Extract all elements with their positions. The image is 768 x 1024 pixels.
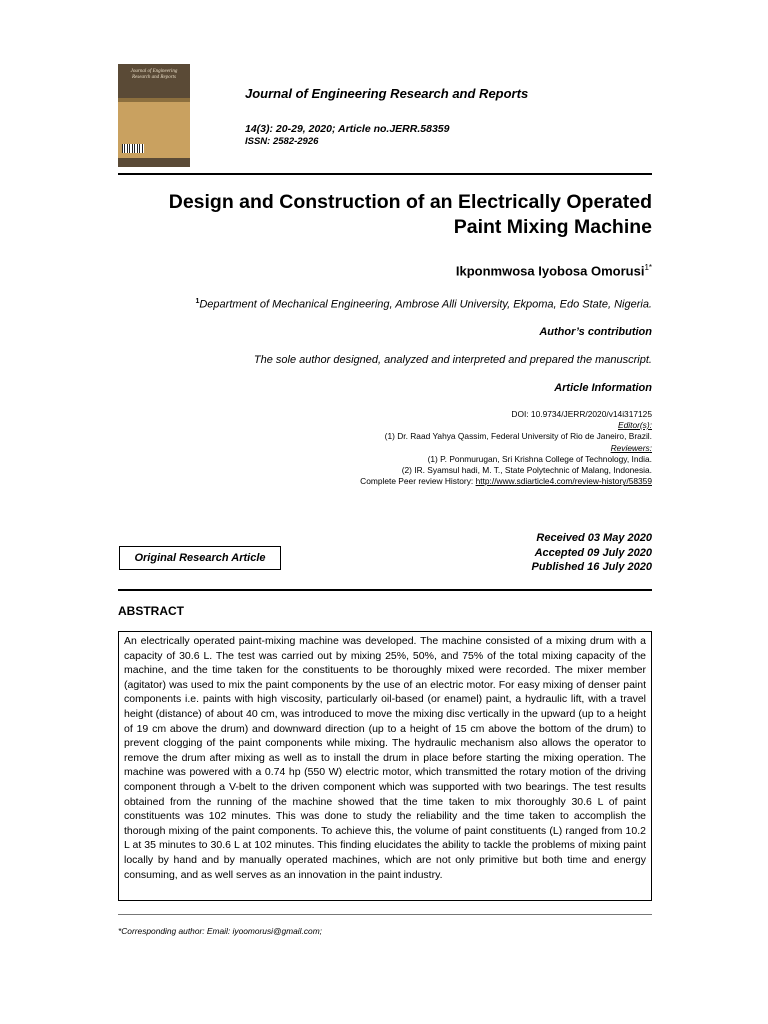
doi-text: DOI: 10.9734/JERR/2020/v14i317125 bbox=[511, 409, 652, 419]
corresponding-author-footnote: *Corresponding author: Email: iyoomorusi@gmail.com; bbox=[118, 926, 323, 936]
journal-cover-image bbox=[118, 64, 190, 167]
cover-title: Journal of Engineering Research and Reports bbox=[130, 69, 178, 80]
journal-name: Journal of Engineering Research and Reports bbox=[245, 86, 529, 101]
reviewer-entry-2: (2) IR. Syamsul hadi, M. T., State Polytechnic of Malang, Indonesia. bbox=[401, 465, 652, 476]
cover-bottom-band bbox=[118, 158, 190, 167]
editor-entry: (1) Dr. Raad Yahya Qassim, Federal University of Rio de Janeiro, Brazil. bbox=[384, 431, 652, 442]
author-name bbox=[456, 263, 652, 278]
header-divider bbox=[118, 173, 652, 175]
author-affiliation bbox=[195, 298, 652, 311]
reviewers-label: Reviewers: bbox=[610, 442, 652, 453]
article-info-block bbox=[232, 409, 652, 487]
accepted-date: Accepted 09 July 2020 bbox=[534, 546, 652, 559]
reviewer-entry-1: (1) P. Ponmurugan, Sri Krishna College of Technology, India. bbox=[427, 453, 652, 464]
article-type-badge: Original Research Article bbox=[119, 546, 281, 570]
contribution-heading: Author’s contribution bbox=[539, 326, 652, 338]
volume-line: 14(3): 20-29, 2020; Article no.JERR.58359 bbox=[245, 123, 450, 135]
abstract-divider bbox=[118, 589, 652, 591]
peer-review-label: Complete Peer review History: bbox=[360, 476, 476, 487]
publication-dates bbox=[532, 531, 652, 575]
author-name-text: Ikponmwosa Iyobosa Omorusi bbox=[455, 263, 645, 279]
received-date: Received 03 May 2020 bbox=[536, 532, 652, 544]
author-superscript: 1* bbox=[644, 263, 652, 272]
paper-title bbox=[118, 190, 652, 240]
issn-line: ISSN: 2582-2926 bbox=[245, 136, 319, 147]
abstract-text: An electrically operated paint-mixing machine was developed. The machine consisted of a mixing drum with a capacity of 30.6 L. The test was carried out by mixing 25%, 50%, and 75% of the total mixing capacity of the machine, and the time taken for the constituents to be thoroughly mixed were recorded. The mixer member (agitator) was used to mix the paint components by the use of an electric motor. For easy mixing of denser paint components i.e. paints with high viscosity, particularly oil-based (or enamel) paint, a hydraulic lift, with a travel height (distance) of about 40 cm, was introduced to move the mixing disc vertically in the upward (up to a height of 19 cm above the drum) and downward direction (up to a height of 15 cm above the bottom of the drum) to prevent clogging of the paint components while mixing. The hydraulic mechanism also allows the operator to remove the drum after mixing as well as to install the drum in place before starting the mixing operation. The machine was powered with a 0.74 hp (550 W) electric motor, which transmitted the rotary motion of the driving component through a V-belt to the driven component which was supported with two bearings. The test results obtained from the running of the machine showed that the time taken to mix thoroughly 30.6 L of paint constituents was 102 minutes. This was done to study the reliability and the time taken to accomplish the thorough mixing of the paint components. To achieve this, the volume of paint constituents (L) ranged from 10.2 L at 35 minutes to 30.6 L at 102 minutes. This finding elucidates the ability to tackle the problems of mixing paint locally by hand and by manually operated machines, which are not only primitive but both time and energy consuming, and as well serves as an innovation in the paint industry. bbox=[118, 631, 652, 901]
paper-title-line-1: Design and Construction of an Electrically Operated bbox=[168, 191, 652, 213]
affiliation-text: Department of Mechanical Engineering, Ambrose Alli University, Ekpoma, Edo State, Nigeria. bbox=[199, 298, 652, 311]
barcode-icon bbox=[122, 144, 144, 153]
affiliation-superscript: 1 bbox=[195, 298, 200, 305]
abstract-heading: ABSTRACT bbox=[118, 604, 184, 618]
editors-label: Editor(s): bbox=[618, 420, 652, 431]
article-info-heading: Article Information bbox=[554, 382, 652, 394]
footnote-divider bbox=[118, 914, 652, 915]
peer-review-link[interactable]: http://www.sdiarticle4.com/review-history/58359 bbox=[475, 476, 652, 487]
contribution-text: The sole author designed, analyzed and interpreted and prepared the manuscript. bbox=[253, 354, 652, 366]
peer-review-history bbox=[232, 476, 652, 487]
published-date: Published 16 July 2020 bbox=[531, 561, 652, 573]
cover-divider-band bbox=[118, 98, 190, 102]
paper-title-line-2: Paint Mixing Machine bbox=[453, 216, 652, 238]
